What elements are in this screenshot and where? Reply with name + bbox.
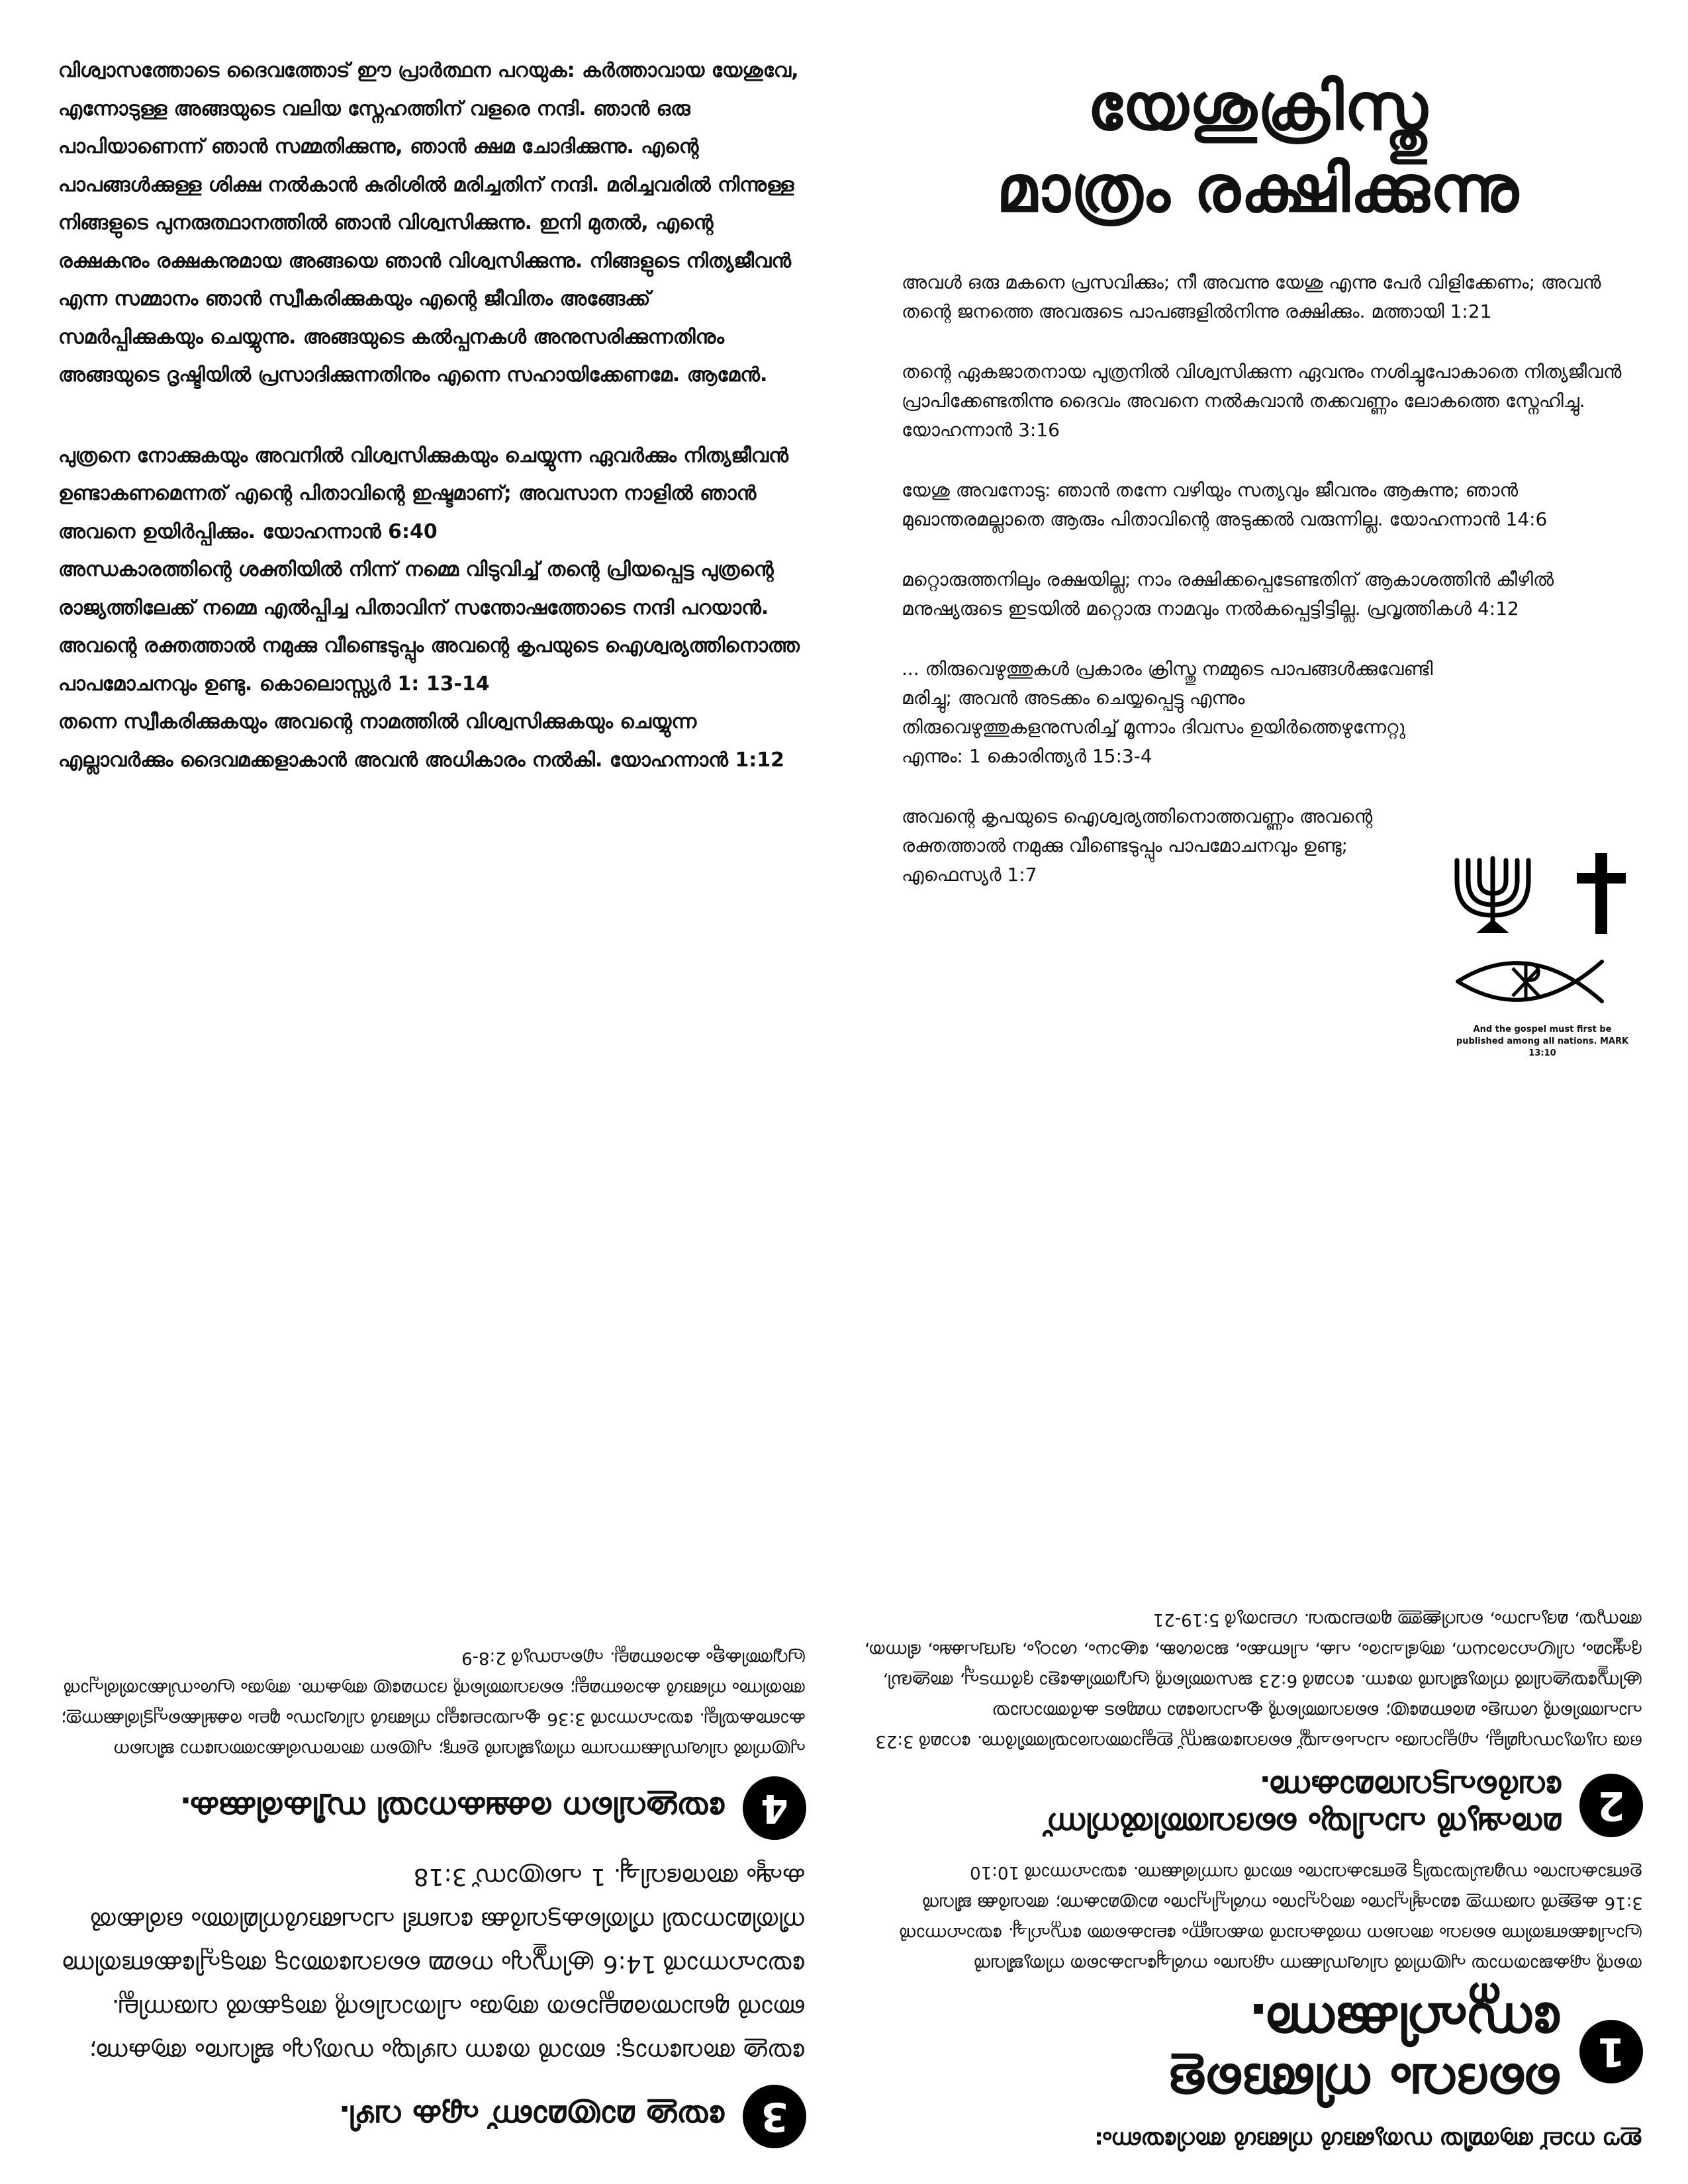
section-text: പുത്രനിൽ വിശ്വസിക്കുന്നവന്നു നിത്യജീവൻ ഉണ്ടു; പുത്രനെ അനുസരിക്കാത്തവനോ ജീവനെ കാണുകയില്ല. യോഹന്നാൻ 3:36 കൃപയാലല്ലോ നിങ്ങൾ വിശ്വാസം മൂലം രക്ഷിക്കപ്പെട്ടിരിക്കുന്നതു; അതിന്നും നിങ്ങൾ കാരണമല്ല; ദൈവത്തിന്റെ ദാനമത്രേ ആകുന്നു. ആരും പ്രശംസിക്കാതിരിപ്പാൻ പ്രവൃത്തികളും കാരണമല്ല. എഫെസ്യർ 2:8-9 — [60, 1648, 806, 1759]
section-number-badge: 3 — [743, 2085, 806, 2148]
ichthys-chi-rho-icon — [1450, 948, 1635, 1015]
section-heading — [862, 1768, 1643, 1843]
section-heading — [58, 2085, 806, 2148]
verse-text: യേശു അവനോടു: ഞാൻ തന്നേ വഴിയും സത്യവും ജീവനും ആകുന്നു; ഞാൻ മുഖാന്തരമല്ലാതെ ആരും പിതാവിന്റെ അടുക്കൽ വരുന്നില്ല. യോഹന്നാൻ 14:6 — [902, 479, 1548, 530]
verse-text: അവൾ ഒരു മകനെ പ്രസവിക്കും; നീ അവന്നു യേശു എന്നു പേർ വിളിക്കേണം; അവൻ തന്റെ ജനത്തെ അവരുടെ പാപങ്ങളിൽനിന്നു രക്ഷിക്കും. മത്തായി 1:21 — [902, 271, 1601, 322]
verses-column — [902, 268, 1650, 921]
bottom-right-panel — [862, 1132, 1643, 2158]
section-title: യേശു മാത്രമാണ് ഏക വഴി. — [338, 2099, 727, 2134]
page-title — [861, 66, 1655, 230]
verse-text: മറ്റൊരുത്തനിലും രക്ഷയില്ല; നാം രക്ഷിക്കപ്പെടേണ്ടതിന് ആകാശത്തിൻ കീഴിൽ മനുഷ്യരുടെ ഇടയിൽ മറ്റൊരു നാമവും നൽകപ്പെട്ടിട്ടില്ല. പ്രവൃത്തികൾ 4:12 — [902, 569, 1554, 619]
prayer-paragraph: പുത്രനെ നോക്കുകയും അവനിൽ വിശ്വസിക്കുകയും ചെയ്യുന്ന ഏവർക്കും നിത്യജീവൻ ഉണ്ടാകണമെന്നത് എന്റെ പിതാവിന്റെ ഇഷ്ടമാണ്; അവസാന നാളിൽ ഞാൻ അവനെ ഉയിർപ്പിക്കും. യോഹന്നാൻ 6:40 — [58, 443, 788, 543]
section-heading — [58, 1776, 806, 1840]
menorah-icon — [1450, 850, 1536, 936]
title-line-2: മാത്രം രക്ഷിക്കുന്നു — [996, 152, 1519, 227]
section-heading — [862, 1991, 1643, 2113]
tagline: And the gospel must first be published among all nations. MARK 13:10 — [1456, 1024, 1629, 1058]
title-line-1: യേശുക്രിസ്തു — [1087, 69, 1429, 145]
prayer-paragraph: തന്നെ സ്വീകരിക്കുകയും അവന്റെ നാമത്തിൽ വിശ്വസിക്കുകയും ചെയ്യുന്ന എല്ലാവർക്കും ദൈവമക്കളാകാൻ അവൻ അധികാരം നൽകി. യോഹന്നാൻ 1:12 — [58, 710, 784, 772]
section-title: ദൈവം നിങ്ങളെ സ്നേഹിക്കുന്നു. — [1171, 1991, 1564, 2112]
prayer-paragraph: വിശ്വാസത്തോടെ ദൈവത്തോട് ഈ പ്രാർത്ഥന പറയുക: കർത്താവായ യേശുവേ, എന്നോടുള്ള അങ്ങയുടെ വലിയ സ്നേഹത്തിന് വളരെ നന്ദി. ഞാൻ ഒരു പാപിയാണെന്ന് ഞാൻ സമ്മതിക്കുന്നു, ഞാൻ ക്ഷമ ചോദിക്കുന്നു. എന്റെ പാപങ്ങൾക്കുള്ള ശിക്ഷ നൽകാൻ കുരിശിൽ മരിച്ചതിന് നന്ദി. മരിച്ചവരിൽ നിന്നുള്ള നിങ്ങളുടെ പുനരുത്ഥാനത്തിൽ ഞാൻ വിശ്വസിക്കുന്നു. ഇനി മുതൽ, എന്റെ രക്ഷകനും രക്ഷകനുമായ അങ്ങയെ ഞാൻ വിശ്വസിക്കുന്നു. നിങ്ങളുടെ നിത്യജീവൻ എന്ന സമ്മാനം ഞാൻ സ്വീകരിക്കുകയും എന്റെ ജീവിതം അങ്ങേക്ക് സമർപ്പിക്കുകയും ചെയ്യുന്നു. അങ്ങയുടെ കൽപ്പനകൾ അനുസരിക്കുന്നതിനും അങ്ങയുടെ ദൃഷ്ടിയിൽ പ്രസാദിക്കുന്നതിനും എന്നെ സഹായിക്കേണമേ. ആമേൻ. — [58, 59, 799, 387]
verse-text: ... തിരുവെഴുത്തുകൾ പ്രകാരം ക്രിസ്തു നമ്മുടെ പാപങ്ങൾക്കുവേണ്ടി മരിച്ചു; അവൻ അടക്കം ചെയ്യപ്പെട്ടു എന്നും തിരുവെഴുത്തുകളനുസരിച്ച് മൂന്നാം ദിവസം ഉയിർത്തെഴുന്നേറ്റു എന്നും: 1 കൊരിന്ത്യർ 15:3-4 — [902, 658, 1433, 767]
verse-text: തന്റെ ഏകജാതനായ പുത്രനിൽ വിശ്വസിക്കുന്ന ഏവനും നശിച്ചുപോകാതെ നിത്യജീവൻ പ്രാപിക്കേണ്ടതിന്നു ദൈവം അവനെ നൽകുവാൻ തക്കവണ്ണം ലോകത്തെ സ്നേഹിച്ചു. യോഹന്നാൻ 3:16 — [902, 361, 1622, 441]
section-text: ഒരു വ്യത്യാസവുമില്ല, എല്ലാവരും പാപംചെയ്ത് ദൈവതേജസ്സ് ഇല്ലാത്തവരായിത്തീർന്നു. റോമർ 3:23 പാപത്തിന്റെ ശമ്പളം മരണമത്രേ; ദൈവത്തിന്റെ കൃപാവരമോ നമ്മുടെ കർത്താവായ ക്രിസ്തുയേശുവിൽ നിത്യജീവൻ തന്നേ. റോമർ 6:23 ജഡത്തിന്റെ പ്രവൃത്തികളോ ദുർന്നടപ്പു, അശുദ്ധി, ദുഷ്കാമം, വിഗ്രഹാരാധന, ആഭിചാരം, പക, പിണക്കം, ജാരശങ്ക, ക്രോധം, ശാഠ്യം, ദ്വന്ദ്വപക്ഷം, ഭിന്നത, അസൂയ, മദ്യപാനം, വെറിക്കൂത്തു മുതലായവ. ഗലാത്യർ 5:19-21 — [864, 1610, 1643, 1751]
section-number-badge: 4 — [743, 1776, 806, 1840]
prayer-paragraph: അന്ധകാരത്തിന്റെ ശക്തിയിൽ നിന്ന് നമ്മെ വിടുവിച്ച് തന്റെ പ്രിയപ്പെട്ട പുത്രന്റെ രാജ്യത്തിലേക്ക് നമ്മെ എൽപ്പിച്ച പിതാവിന് സന്തോഷത്തോടെ നന്ദി പറയാൻ. അവന്റെ രക്തത്താൽ നമുക്കു വീണ്ടെടുപ്പും അവന്റെ കൃപയുടെ ഐശ്വര്യത്തിനൊത്ത പാപമോചനവും ഉണ്ടു. കൊലൊസ്സ്യർ 1: 13-14 — [58, 558, 800, 696]
prayer-column — [58, 52, 800, 779]
section-text: തന്റെ ഏകജാതനായ പുത്രനിൽ വിശ്വസിക്കുന്ന ഏവനും നശിച്ചുപോകാതെ നിത്യജീവൻ പ്രാപിക്കേണ്ടതിന്നു ദൈവം അവനെ നൽകുവാൻ തക്കവണ്ണം ലോകത്തെ സ്നേഹിച്ചു. യോഹന്നാൻ 3:16 കള്ളൻ വരുന്നതു മോഷ്ടിപ്പാനും അറുപ്പാനും നശിപ്പിപ്പാനും മാത്രമാകുന്നു; അവർക്കു ജീവൻ ഉണ്ടാകുവാനും സമൃദ്ധിയായിട്ടു ഉണ്ടാകുവാനും ഞാൻ വന്നിരിക്കുന്നു. യോഹന്നാൻ 10:10 — [900, 1862, 1643, 1974]
section-title: യേശുവിനെ രക്ഷകനായി സ്വീകരിക്കുക. — [179, 1790, 727, 1826]
verse-text: അവന്റെ കൃപയുടെ ഐശ്വര്യത്തിനൊത്തവണ്ണം അവന്റെ രക്തത്താൽ നമുക്കു വീണ്ടെടുപ്പും പാപമോചനവും ഉണ്ടു; എഫെസ്യർ 1:7 — [902, 805, 1373, 886]
section-title: മനുഷ്യൻ പാപിയും ദൈവത്തിൽനിന്ന് വേർപെട്ടവനുമാകുന്നു. — [1046, 1769, 1564, 1842]
bottom-left-panel — [58, 1171, 806, 2158]
symbols-block — [1450, 850, 1635, 1060]
section-number-badge: 2 — [1579, 1774, 1643, 1837]
cross-icon — [1569, 850, 1635, 936]
section-text: യേശു അവനോടു: ഞാൻ തന്നേ വഴിയും സത്യവും ജീവനും ആകുന്നു; ഞാൻ മുഖാന്തരമല്ലാതെ ആരും പിതാവിന്റെ അടുക്കൽ വരുന്നില്ല. യോഹന്നാൻ 14:6 ക്രിസ്തുവും നമ്മെ ദൈവത്തോടു അടുപ്പിക്കേണ്ടതിന്നു നീതിമാനായി നീതികെട്ടവർക്കു വേണ്ടി പാപങ്ങൾനിമിത്തം ഒരിക്കൽ കഷ്ടം അനുഭവിച്ചു. 1 പത്രൊസ് 3:18 — [63, 1863, 806, 2065]
section-number-badge: 1 — [1579, 2020, 1643, 2083]
intro-text: ഈ നാല് ആത്മീയ സത്യങ്ങൾ നിങ്ങൾ അറിയേണം: — [1094, 2126, 1643, 2153]
